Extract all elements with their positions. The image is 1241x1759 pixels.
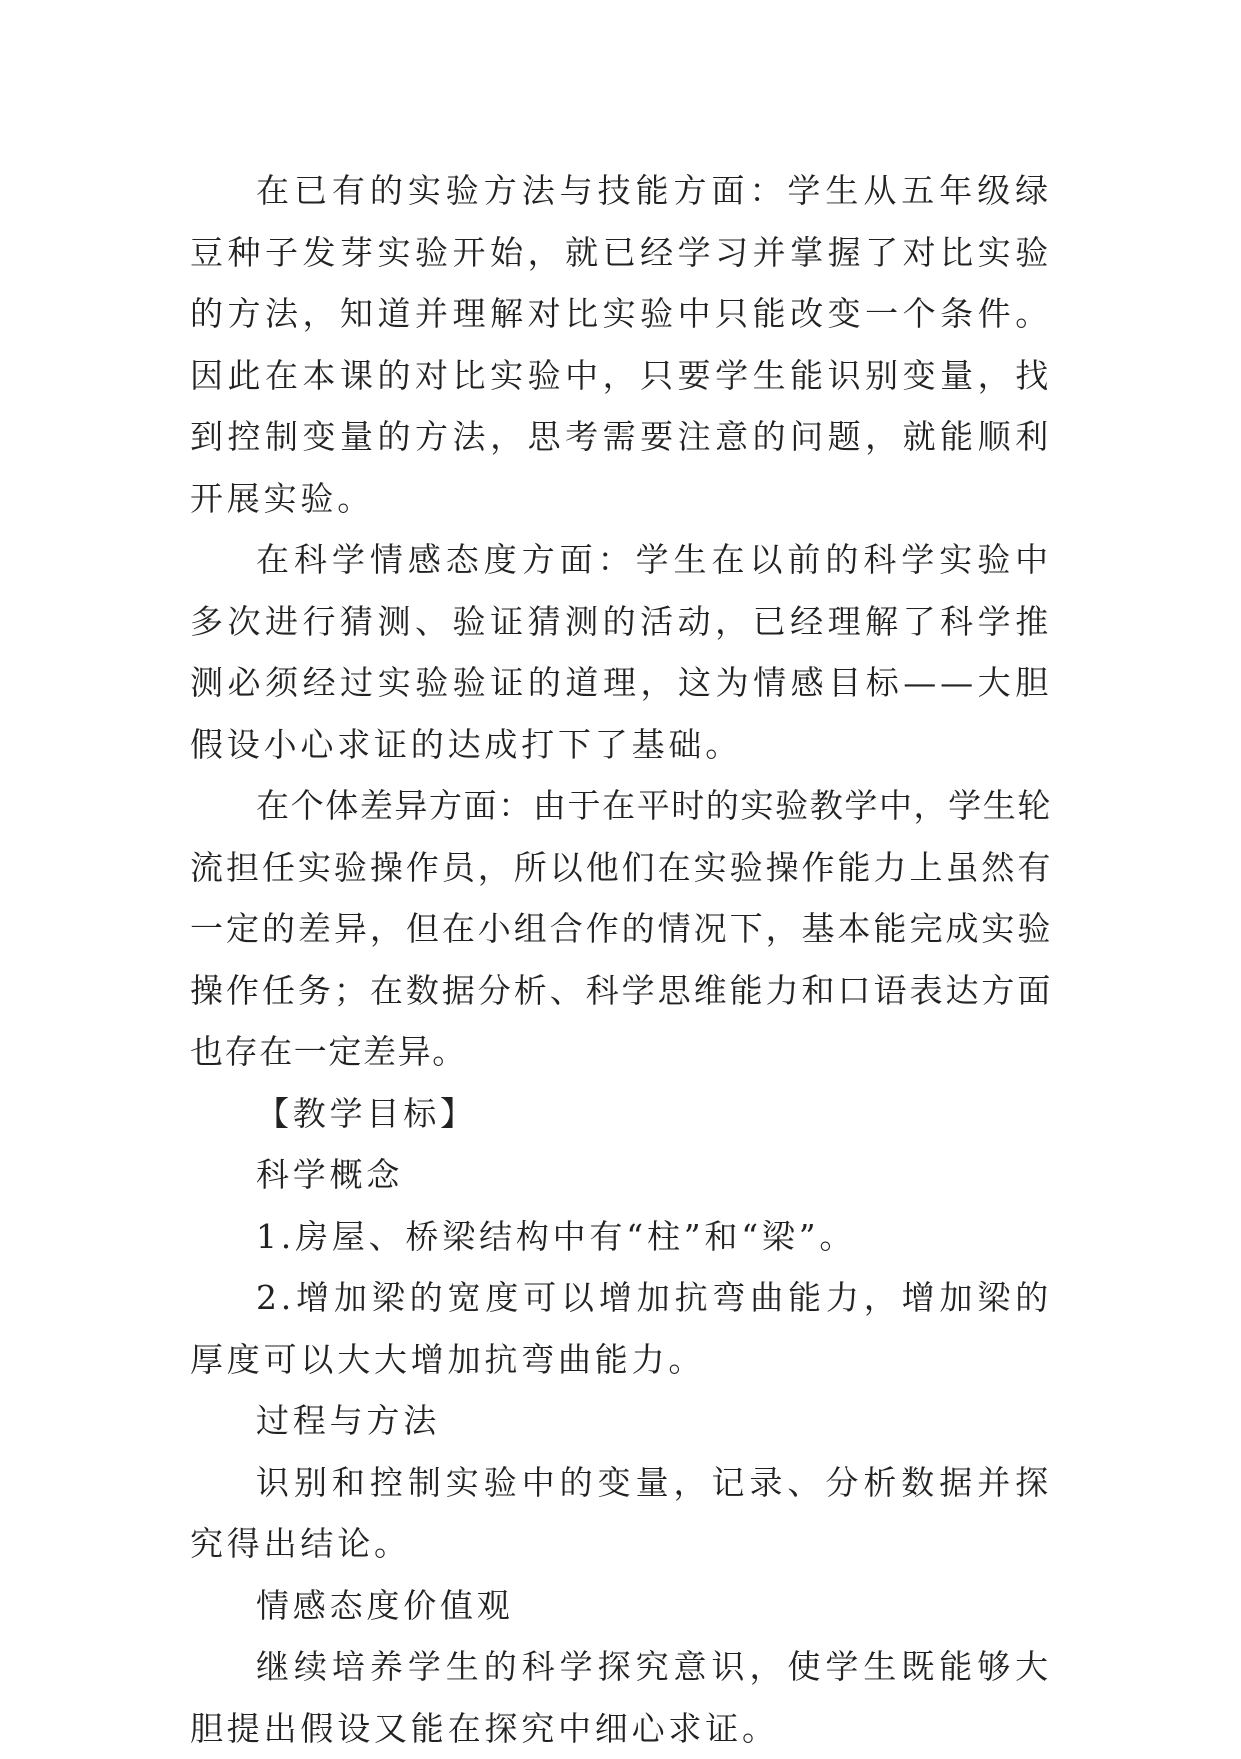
concept-heading: 科学概念 — [256, 1155, 404, 1194]
analysis-paragraph-differences: 在个体差异方面：由于在平时的实验教学中，学生轮流担任实验操作员，所以他们在实验操作能力上虽然有一定的差异，但在小组合作的情况下，基本能完成实验操作任务；在数据分析、科学思维能力和口语表达方面也存在一定差异。 — [190, 786, 1052, 1071]
concept-item-2: 2.增加梁的宽度可以增加抗弯曲能力，增加梁的厚度可以大大增加抗弯曲能力。 — [190, 1278, 1052, 1379]
document-page — [190, 160, 1052, 1759]
attitude-heading: 情感态度价值观 — [256, 1585, 514, 1625]
concept-item-1: 1.房屋、桥梁结构中有“柱”和“梁”。 — [256, 1216, 857, 1256]
attitude-text: 继续培养学生的科学探究意识，使学生既能够大胆提出假设又能在探究中细心求证。 — [190, 1647, 1052, 1748]
analysis-paragraph-attitude: 在科学情感态度方面：学生在以前的科学实验中多次进行猜测、验证猜测的活动，已经理解了科学推测必须经过实验验证的道理，这为情感目标——大胆假设小心求证的达成打下了基础。 — [190, 540, 1052, 764]
process-text: 识别和控制实验中的变量，记录、分析数据并探究得出结论。 — [190, 1462, 1052, 1563]
objectives-heading: 【教学目标】 — [256, 1093, 477, 1133]
analysis-paragraph-methods: 在已有的实验方法与技能方面：学生从五年级绿豆种子发芽实验开始，就已经学习并掌握了对比实验的方法，知道并理解对比实验中只能改变一个条件。因此在本课的对比实验中，只要学生能识别变量，找到控制变量的方法，思考需要注意的问题，就能顺利开展实验。 — [190, 171, 1052, 518]
process-heading: 过程与方法 — [256, 1401, 440, 1440]
